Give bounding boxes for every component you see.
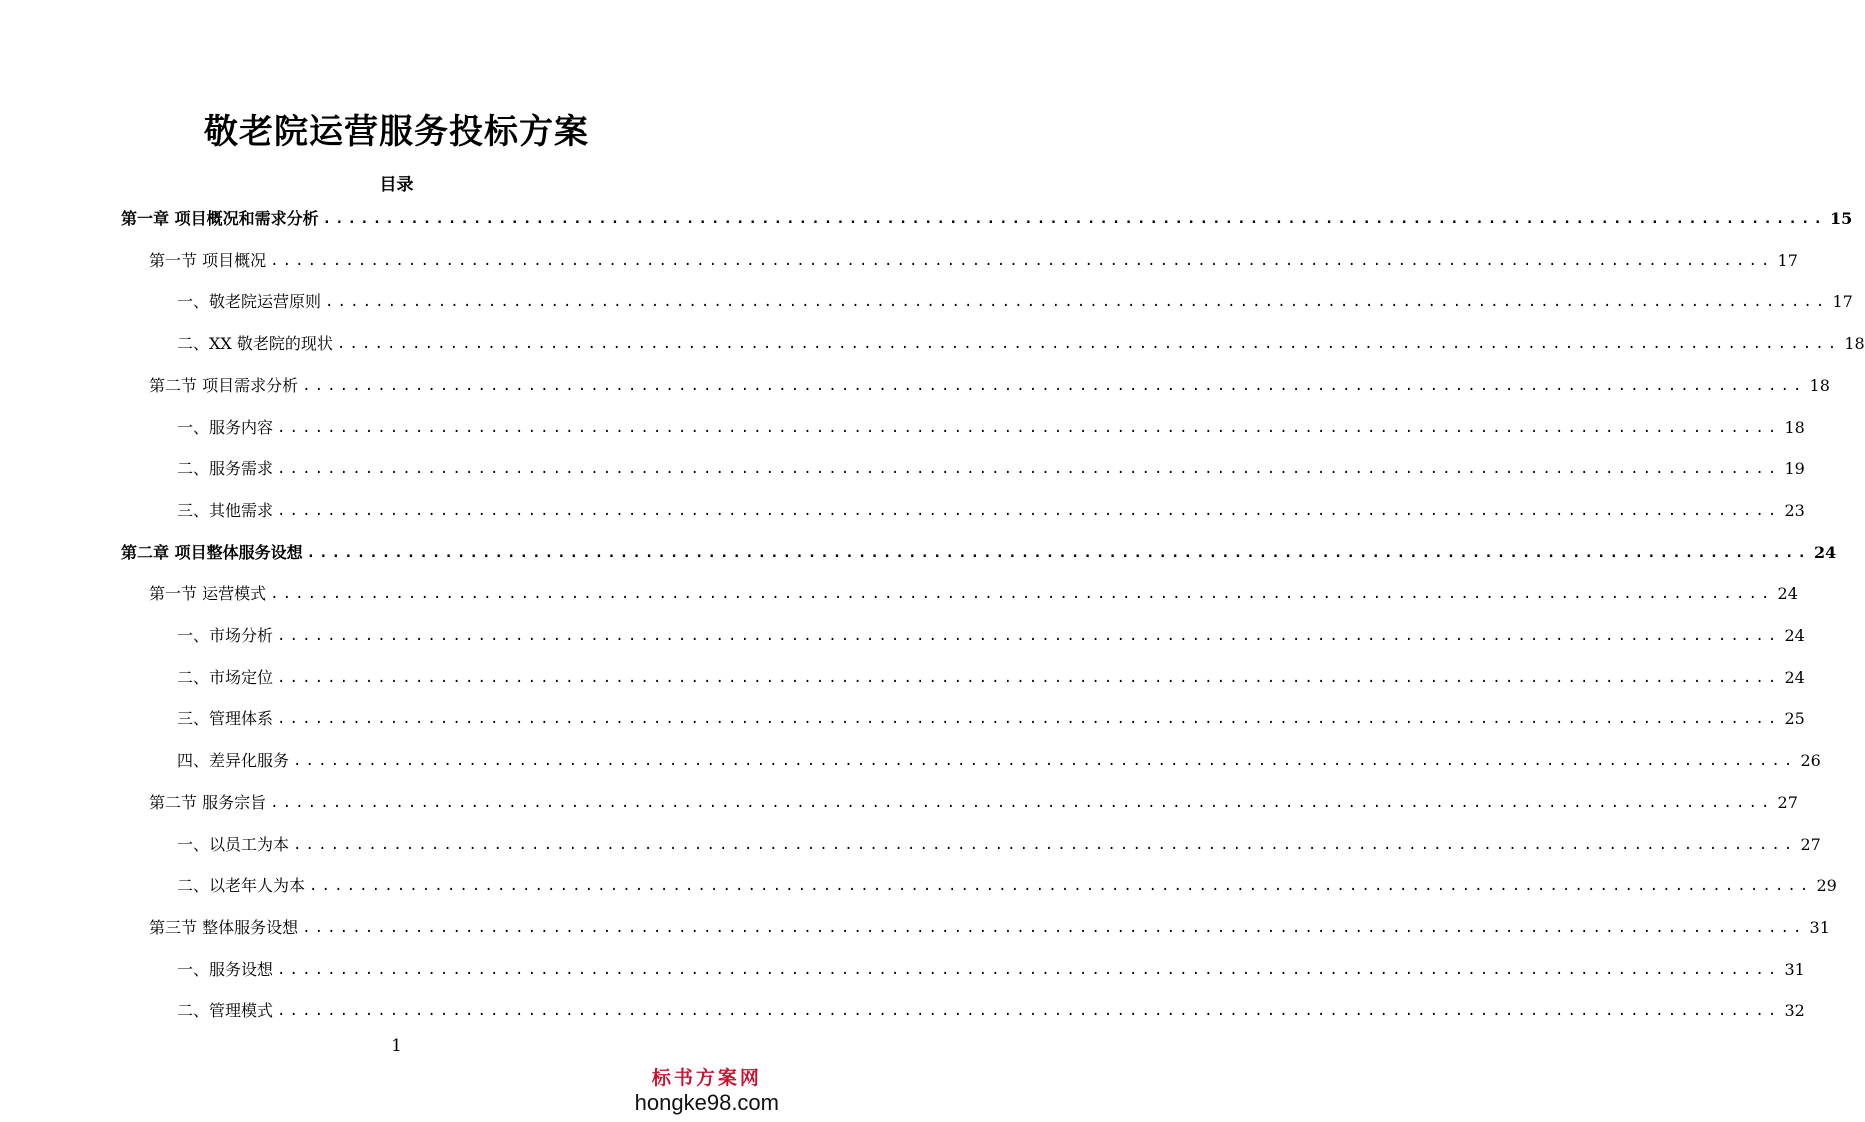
toc-entry-label: 第一节 运营模式 xyxy=(149,584,267,603)
toc-entry-label: 第二节 服务宗旨 xyxy=(149,793,267,812)
toc-entry-page: 24 xyxy=(1784,626,1805,645)
page-number: 1 xyxy=(391,1036,402,1056)
toc-entry-page: 17 xyxy=(1777,251,1798,270)
toc-entry[interactable] xyxy=(177,749,1821,773)
site-watermark xyxy=(635,1066,779,1116)
toc-entry[interactable] xyxy=(177,499,1805,523)
toc-entry-label: 二、管理模式 xyxy=(177,1001,274,1020)
toc-entry[interactable] xyxy=(149,249,1798,273)
toc-entry-page: 31 xyxy=(1809,918,1830,937)
toc-entry-page: 18 xyxy=(1809,376,1830,395)
toc-entry-label: 一、服务设想 xyxy=(177,960,274,979)
toc-entry-label: 第二章 项目整体服务设想 xyxy=(121,543,303,562)
toc-entry-label: 二、市场定位 xyxy=(177,668,274,687)
toc-leader-dots: ........................................................................................................................ xyxy=(277,628,1781,644)
toc-entry-page: 23 xyxy=(1784,501,1805,520)
toc-leader-dots: ........................................................................................................................ xyxy=(293,837,1797,853)
toc-entry-page: 15 xyxy=(1830,209,1853,228)
toc-leader-dots: ........................................................................................................................ xyxy=(325,294,1829,310)
toc-leader-dots: ........................................................................................................................ xyxy=(277,962,1781,978)
toc-entry-page: 29 xyxy=(1816,876,1837,895)
watermark-url: hongke98.com xyxy=(634,1090,779,1115)
toc-entry-page: 27 xyxy=(1800,835,1821,854)
toc-entry-label: 第一节 项目概况 xyxy=(149,251,267,270)
toc-entry[interactable] xyxy=(121,207,1853,231)
toc-leader-dots: ........................................................................................................................ xyxy=(270,795,1774,811)
toc-entry[interactable] xyxy=(177,666,1805,690)
toc-entry-page: 32 xyxy=(1784,1001,1805,1020)
toc-entry-label: 第一章 项目概况和需求分析 xyxy=(121,209,319,228)
toc-leader-dots: ........................................................................................................................ xyxy=(306,545,1811,561)
toc-entry[interactable] xyxy=(177,958,1805,982)
toc-leader-dots: ........................................................................................................................ xyxy=(270,586,1774,602)
toc-entry-page: 26 xyxy=(1800,751,1821,770)
toc-entry-page: 31 xyxy=(1784,960,1805,979)
document-title: 敬老院运营服务投标方案 xyxy=(204,112,589,152)
toc-entry[interactable] xyxy=(149,582,1798,606)
toc-entry-label: 二、XX 敬老院的现状 xyxy=(177,334,333,353)
toc-entry[interactable] xyxy=(177,874,1837,898)
toc-entry-label: 第三节 整体服务设想 xyxy=(149,918,299,937)
toc-leader-dots: ........................................................................................................................ xyxy=(302,920,1806,936)
toc-entry-label: 二、服务需求 xyxy=(177,459,274,478)
toc-entry-label: 二、以老年人为本 xyxy=(177,876,306,895)
toc-leader-dots: ........................................................................................................................ xyxy=(277,461,1781,477)
toc-entry-label: 四、差异化服务 xyxy=(177,751,290,770)
toc-entry[interactable] xyxy=(149,791,1798,815)
toc-entry-page: 19 xyxy=(1784,459,1805,478)
toc-entry[interactable] xyxy=(177,624,1805,648)
toc-entry[interactable] xyxy=(177,290,1853,314)
toc-entry[interactable] xyxy=(149,916,1830,940)
toc-entry-page: 18 xyxy=(1784,418,1805,437)
toc-entry-label: 三、其他需求 xyxy=(177,501,274,520)
toc-leader-dots: ........................................................................................................................ xyxy=(277,711,1781,727)
toc-leader-dots: ........................................................................................................................ xyxy=(302,378,1806,394)
toc-entry-page: 24 xyxy=(1777,584,1798,603)
toc-leader-dots: ........................................................................................................................ xyxy=(336,336,1841,352)
toc-entry[interactable] xyxy=(177,416,1805,440)
toc-entry-label: 一、敬老院运营原则 xyxy=(177,292,322,311)
toc-entry[interactable] xyxy=(121,541,1837,565)
toc-leader-dots: ........................................................................................................................ xyxy=(270,253,1774,269)
toc-entry-label: 一、以员工为本 xyxy=(177,835,290,854)
toc-entry-page: 25 xyxy=(1784,709,1805,728)
toc-entry[interactable] xyxy=(177,457,1805,481)
toc-entry-label: 一、市场分析 xyxy=(177,626,274,645)
toc-leader-dots: ........................................................................................................................ xyxy=(277,503,1781,519)
toc-entry-label: 第二节 项目需求分析 xyxy=(149,376,299,395)
toc-leader-dots: ........................................................................................................................ xyxy=(277,420,1781,436)
toc-leader-dots: ........................................................................................................................ xyxy=(293,753,1797,769)
toc-entry-label: 一、服务内容 xyxy=(177,418,274,437)
toc-entry-label: 三、管理体系 xyxy=(177,709,274,728)
toc-leader-dots: ........................................................................................................................ xyxy=(309,878,1813,894)
toc-entry[interactable] xyxy=(177,999,1805,1023)
toc-entry-page: 24 xyxy=(1784,668,1805,687)
toc-entry-page: 27 xyxy=(1777,793,1798,812)
toc-entry-page: 17 xyxy=(1832,292,1853,311)
toc-entry-page: 24 xyxy=(1814,543,1837,562)
toc-entry[interactable] xyxy=(177,707,1805,731)
toc-entry-page: 18 xyxy=(1844,334,1865,353)
toc-entry[interactable] xyxy=(177,833,1821,857)
toc-heading: 目录 xyxy=(379,175,414,195)
watermark-site-name: 标书方案网 xyxy=(651,1067,762,1089)
toc-leader-dots: ........................................................................................................................ xyxy=(277,1003,1781,1019)
toc-entry[interactable] xyxy=(149,374,1830,398)
toc-leader-dots: ........................................................................................................................ xyxy=(322,211,1827,227)
toc-entry[interactable] xyxy=(177,332,1865,356)
toc-leader-dots: ........................................................................................................................ xyxy=(277,670,1781,686)
